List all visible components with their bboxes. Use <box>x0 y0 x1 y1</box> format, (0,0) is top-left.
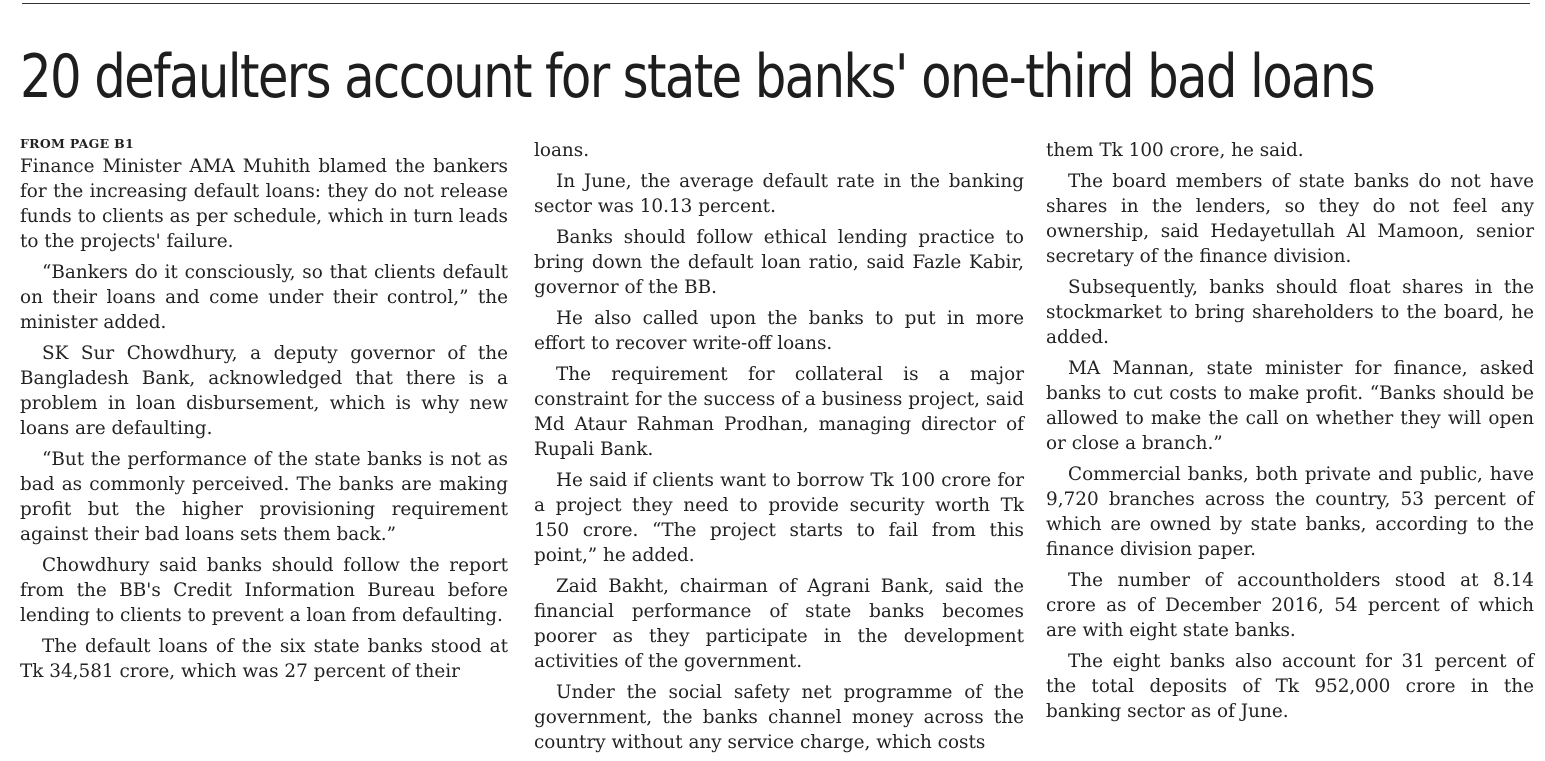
paragraph: Under the social safety net programme of the government, the banks channel money across the country without any service charge, which costs <box>534 682 1024 753</box>
source-line: FROM PAGE B1 <box>20 136 134 151</box>
paragraph: “But the performance of the state banks is not as bad as commonly perceived. The banks are making profit but the higher provisioning requirement against their bad loans sets them back.” <box>20 449 508 545</box>
paragraph: In June, the average default rate in the banking sector was 10.13 percent. <box>534 171 1024 217</box>
paragraph: MA Mannan, state minister for finance, asked banks to cut costs to make profit. “Banks should be allowed to make the call on whether they will open or close a branch.” <box>1046 358 1534 454</box>
headline: 20 defaulters account for state banks' one-third bad loans <box>20 42 1375 112</box>
paragraph: The requirement for collateral is a major constraint for the success of a business project, said Md Ataur Rahman Prodhan, managing director of Rupali Bank. <box>534 364 1024 460</box>
paragraph: them Tk 100 crore, he said. <box>1046 140 1304 161</box>
paragraph: Banks should follow ethical lending practice to bring down the default loan ratio, said Fazle Kabir, governor of the BB. <box>534 227 1024 298</box>
paragraph: The board members of state banks do not have shares in the lenders, so they do not feel any ownership, said Hedayetullah Al Mamoon, senior secretary of the finance division. <box>1046 171 1534 267</box>
paragraph: Chowdhury said banks should follow the report from the BB's Credit Information Bureau before lending to clients to prevent a loan from defaulting. <box>20 555 508 626</box>
article-column-3 <box>1046 138 1534 730</box>
paragraph: Finance Minister AMA Muhith blamed the bankers for the increasing default loans: they do not release funds to clients as per schedule, which in turn leads to the projects' failure. <box>20 156 508 252</box>
paragraph: Subsequently, banks should float shares in the stockmarket to bring shareholders to the board, he added. <box>1046 277 1534 348</box>
paragraph: SK Sur Chowdhury, a deputy governor of the Bangladesh Bank, acknowledged that there is a problem in loan disbursement, which is why new loans are defaulting. <box>20 343 508 439</box>
paragraph: Commercial banks, both private and public, have 9,720 branches across the country, 53 percent of which are owned by state banks, according to the finance division paper. <box>1046 464 1534 560</box>
paragraph: The default loans of the six state banks stood at Tk 34,581 crore, which was 27 percent of their <box>20 636 508 682</box>
paragraph: He also called upon the banks to put in more effort to recover write-off loans. <box>534 308 1024 354</box>
paragraph: He said if clients want to borrow Tk 100 crore for a project they need to provide security worth Tk 150 crore. “The project starts to fail from this point,” he added. <box>534 470 1024 566</box>
paragraph: The eight banks also account for 31 percent of the total deposits of Tk 952,000 crore in the banking sector as of June. <box>1046 651 1534 722</box>
article-column-2 <box>534 138 1024 761</box>
article-column-1 <box>20 136 508 690</box>
paragraph: loans. <box>534 140 590 161</box>
top-rule <box>22 3 1530 4</box>
paragraph: The number of accountholders stood at 8.14 crore as of December 2016, 54 percent of which are with eight state banks. <box>1046 570 1534 641</box>
paragraph: Zaid Bakht, chairman of Agrani Bank, said the financial performance of state banks becomes poorer as they participate in the development activities of the government. <box>534 576 1024 672</box>
paragraph: “Bankers do it consciously, so that clients default on their loans and come under their control,” the minister added. <box>20 262 508 333</box>
